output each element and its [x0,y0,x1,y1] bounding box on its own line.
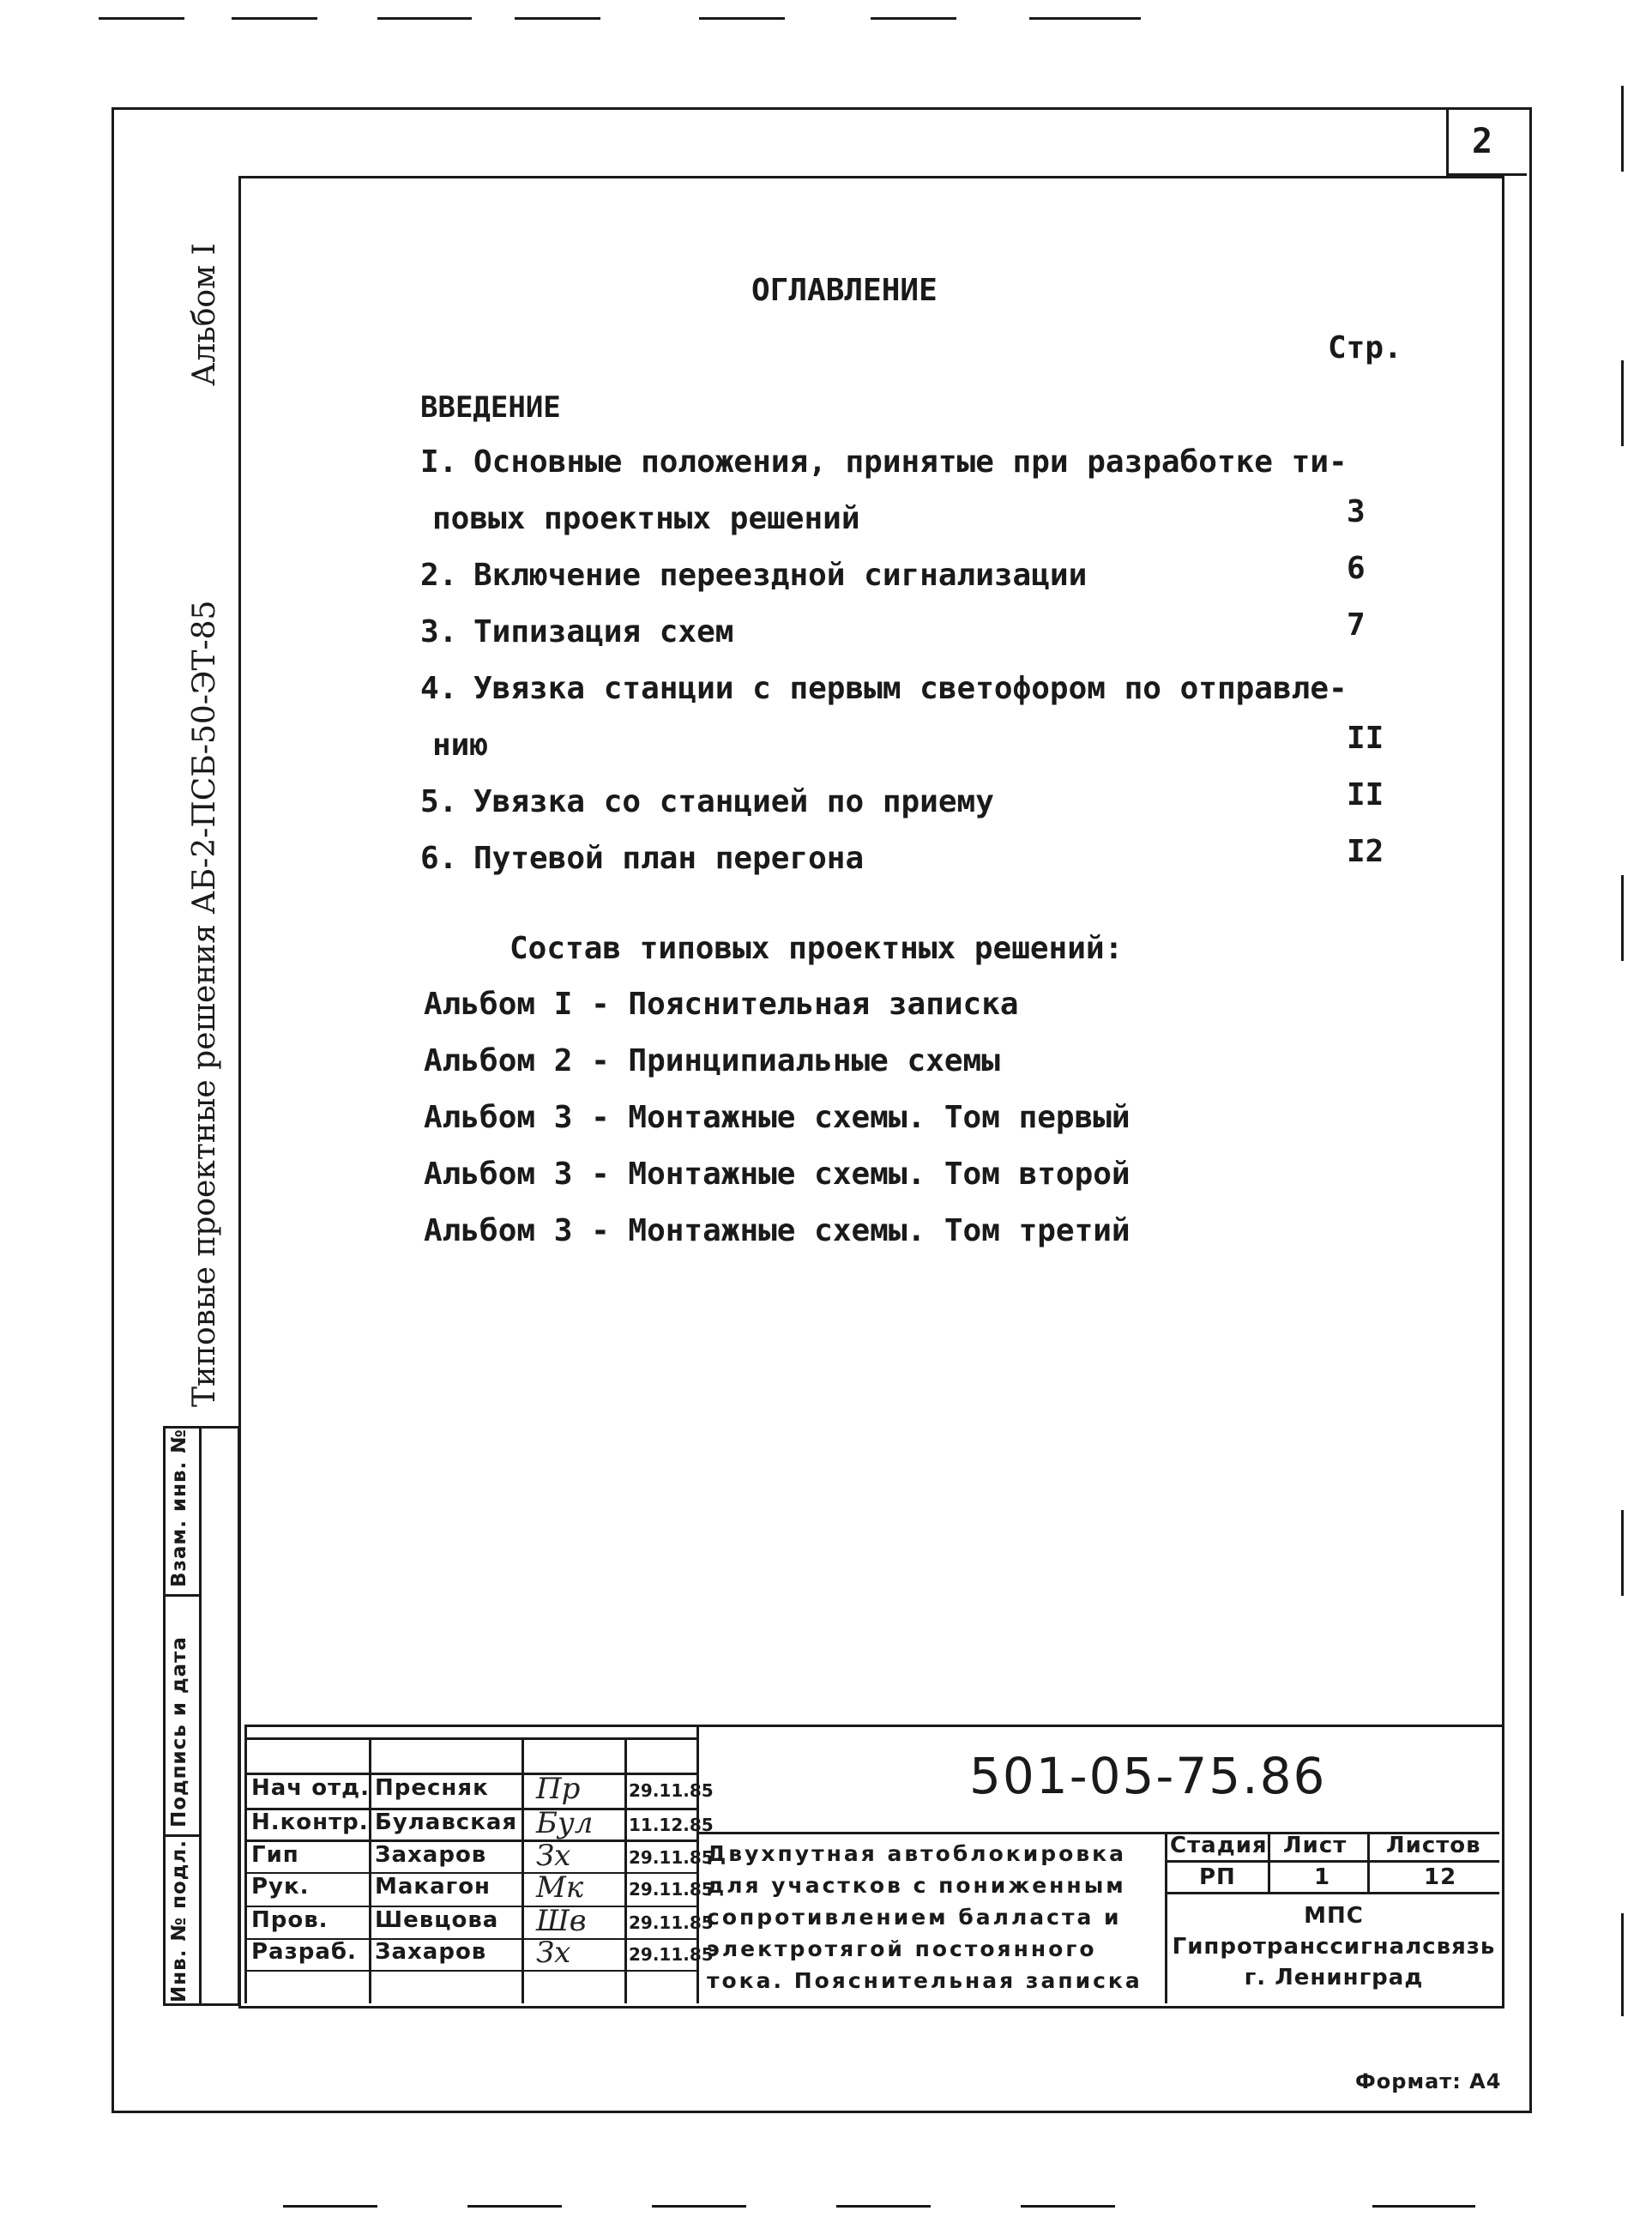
toc-page: II [1347,721,1384,756]
sheets-value: 12 [1424,1864,1457,1890]
org-line: г. Ленинград [1244,1965,1424,1990]
stamp-hline [1165,1860,1499,1863]
title-line: Двухпутная автоблокировка [707,1841,1126,1866]
toc-page: 7 [1347,607,1366,643]
scan-mark [1029,17,1141,20]
toc-page: 3 [1347,494,1366,529]
scan-mark [467,2205,562,2208]
scan-mark [836,2205,931,2208]
stamp-role: Рук. [251,1874,310,1900]
scan-mark [377,17,472,20]
sheet-value: 1 [1314,1864,1331,1890]
toc-page: II [1347,777,1384,812]
scan-mark [699,17,785,20]
document-code: 501-05-75.86 [969,1747,1327,1805]
stamp-role: Н.контр. [251,1809,369,1835]
strip-divider [163,1834,202,1837]
album-label: Альбом I [187,243,222,386]
toc-item [420,614,733,649]
stamp-vline [624,1737,627,2003]
toc-item [420,784,994,819]
stamp-role: Гип [251,1842,299,1868]
inv-orig-label: Инв. № подл. [168,1839,190,2003]
document-heading: ОГЛАВЛЕНИЕ [751,273,938,308]
stamp-name: Макагон [375,1874,491,1900]
album-item: Альбом 3 - Монтажные схемы. Том третий [424,1213,1130,1248]
toc-text: Путевой план перегона [473,841,865,876]
title-line: для участков с пониженным [707,1873,1126,1898]
toc-text: Увязка со станцией по приему [473,784,994,819]
stamp-signature: Зх [536,1839,571,1873]
org-line: Гипротранссигналсвязь [1172,1934,1496,1960]
stamp-date: 29.11.85 [629,1944,714,1965]
stamp-date: 29.11.85 [629,1847,714,1868]
toc-number: 5. [420,784,458,819]
title-line: тока. Пояснительная записка [707,1968,1143,1993]
toc-number: 6. [420,841,458,876]
toc-page: I2 [1347,834,1384,869]
stage-value: РП [1199,1864,1236,1890]
stage-label: Стадия [1170,1833,1268,1858]
org-line: МПС [1304,1903,1364,1929]
composition-title: Состав типовых проектных решений: [509,931,1124,966]
inv-subst-label: Взам. инв. № [168,1429,190,1587]
stamp-hline [244,1970,696,1972]
toc-item [420,671,1348,706]
stamp-date: 29.11.85 [629,1879,714,1900]
toc-text: Основные положения, принятые при разработке ти- [473,444,1348,480]
stamp-role: Пров. [251,1907,329,1933]
toc-item [420,558,1087,593]
toc-number: I. [420,444,458,480]
scan-mark [99,17,184,20]
strip-divider [199,1426,202,2006]
stamp-name: Пресняк [375,1775,489,1801]
title-line: сопротивлением балласта и [707,1905,1122,1930]
stamp-name: Захаров [375,1939,487,1965]
stamp-signature: Зх [536,1936,571,1970]
sign-date-label: Подпись и дата [168,1636,190,1827]
toc-item [420,444,1348,480]
scan-mark [871,17,956,20]
stamp-vline [522,1737,524,2003]
page-number: 2 [1472,122,1493,161]
organization [1168,1900,1499,1993]
scan-mark [1621,86,1624,172]
toc-number: 3. [420,614,458,649]
album-item: Альбом 3 - Монтажные схемы. Том первый [424,1100,1130,1135]
stamp-name: Шевцова [375,1907,499,1933]
sheets-label: Листов [1386,1833,1481,1858]
stamp-hline [696,1832,1499,1834]
format-label: Формат: А4 [1355,2069,1502,2093]
toc-page: 6 [1347,551,1366,586]
album-item: Альбом 2 - Принципиальные схемы [424,1043,1000,1078]
stamp-role: Разраб. [251,1939,357,1965]
toc-text: Включение переездной сигнализации [473,558,1088,593]
strip-divider [163,1594,202,1597]
stamp-signature: Шв [536,1904,587,1938]
stamp-hline [1165,1892,1499,1894]
toc-text: Типизация схем [473,614,734,649]
toc-text: Увязка станции с первым светофором по отправле- [473,671,1348,706]
toc-item [420,841,864,876]
sheet-label: Лист [1283,1833,1348,1858]
stamp-hline [244,1737,696,1740]
scan-mark [232,17,317,20]
toc-item [420,728,488,763]
stamp-vline [1165,1832,1167,2003]
scan-mark [652,2205,746,2208]
album-item: Альбом I - Пояснительная записка [424,987,1019,1022]
stamp-role: Нач отд. [251,1775,371,1801]
stamp-vline [1268,1832,1270,1892]
scan-mark [515,17,600,20]
scan-mark [1621,360,1624,446]
scan-mark [1621,1510,1624,1596]
stamp-name: Захаров [375,1842,487,1868]
scan-mark [1621,875,1624,961]
album-item: Альбом 3 - Монтажные схемы. Том второй [424,1157,1130,1192]
title-line: электротягой постоянного [707,1936,1097,1961]
toc-text: нию [432,728,489,763]
stamp-name: Булавская [375,1809,518,1835]
toc-text: повых проектных решений [432,501,860,536]
stamp-signature: Пр [536,1772,581,1806]
stamp-signature: Мк [536,1870,584,1905]
scan-mark [1372,2205,1475,2208]
toc-number: 2. [420,558,458,593]
scan-mark [1021,2205,1115,2208]
series-label: Типовые проектные решения АБ-2-ПСБ-50-ЭТ-85 [187,600,222,1407]
stamp-signature: Бул [536,1806,594,1840]
stamp-vline [1367,1832,1370,1892]
document-title [707,1838,1143,1997]
stamp-date: 11.12.85 [629,1815,714,1835]
intro-heading: ВВЕДЕНИЕ [420,390,561,425]
toc-item [420,501,860,536]
scan-mark [1621,1913,1624,2016]
stamp-date: 29.11.85 [629,1780,714,1801]
stamp-date: 29.11.85 [629,1912,714,1933]
page-column-label: Стр. [1328,330,1402,365]
toc-number: 4. [420,671,458,706]
scan-mark [283,2205,377,2208]
